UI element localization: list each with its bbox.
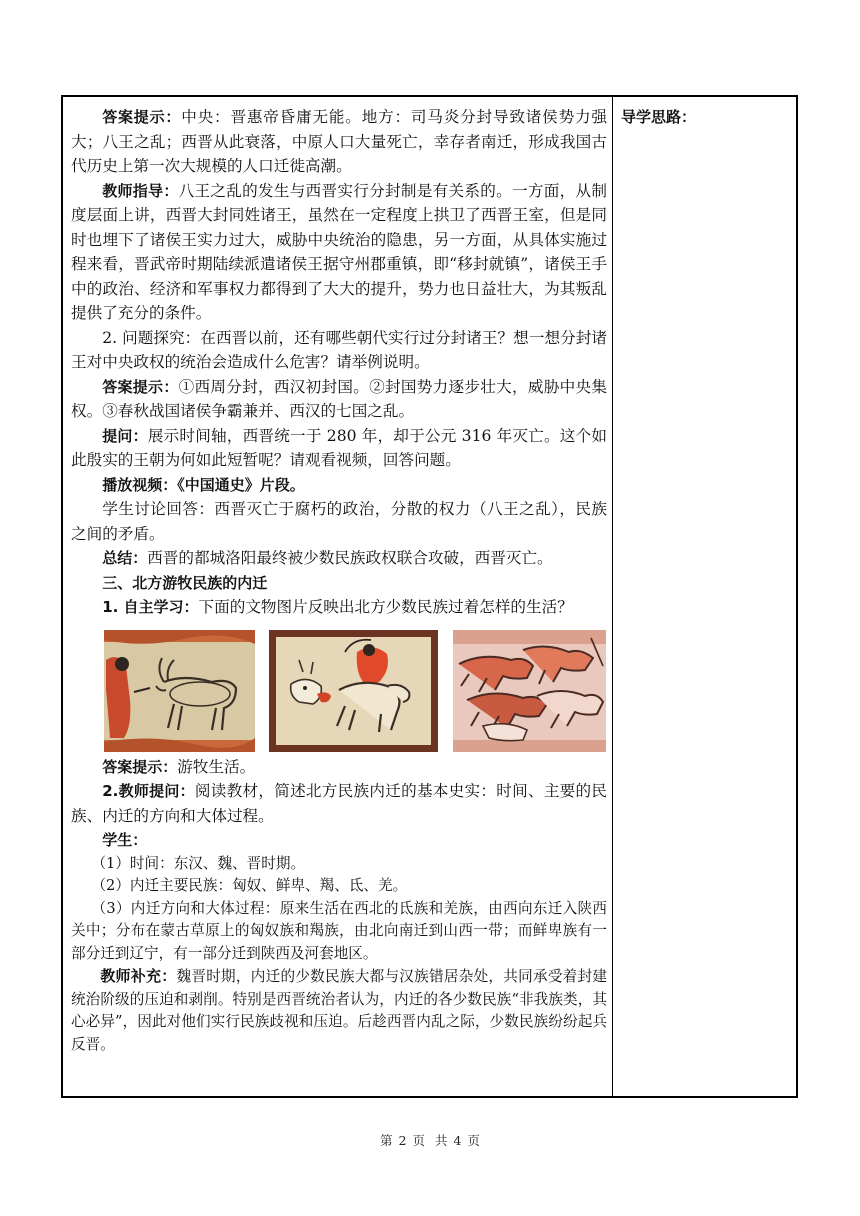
paragraph-answer-3: 答案提示：游牧生活。 xyxy=(102,757,256,776)
paragraph-answer-1: 答案提示：中央：晋惠帝昏庸无能。地方：司马炎分封导致诸侯势力强大；八王之乱；西晋从此衰落，中原人口大量死亡，幸存者南迁，形成我国古代历史上第一次大规模的人口迁徙高潮。 xyxy=(71,108,607,175)
mural-horseman-hunting xyxy=(269,630,438,752)
paragraph-teacher-question-2: 2.教师提问：阅读教材，简述北方民族内迁的基本史实：时间、主要的民族、内迁的方向和大体过程。 xyxy=(71,782,607,825)
student-point-3: （3）内迁方向和大体过程：原来生活在西北的氐族和羌族，由西向东迁入陕西关中；分布在蒙古草原上的匈奴族和羯族，由北向南迁到山西一带；而鲜卑族有一部分迁到辽宁，有一部分迁到陕西及河套地区。 xyxy=(71,899,607,962)
column-divider xyxy=(612,97,613,1096)
section-heading-3: 三、北方游牧民族的内迁 xyxy=(102,573,268,592)
paragraph-students-label: 学生： xyxy=(102,831,148,849)
paragraph-teacher-guidance: 教师指导：八王之乱的发生与西晋实行分封制是有关系的。一方面，从制度层面上讲，西晋大封同姓诸王，虽然在一定程度上拱卫了西晋王室，但是同时也埋下了诸侯王实力过大，威胁中央统治的隐患，另一方面，从具体实施过程来看，晋武帝时期陆续派遣诸侯王据守州郡重镇，即“移封就镇”，诸侯王手中的政治、经济和军事权力都得到了大大的提升，势力也日益壮大，为其叛乱提供了充分的条件。 xyxy=(71,181,607,322)
paragraph-student-discussion: 学生讨论回答：西晋灭亡于腐朽的政治，分散的权力（八王之乱），民族之间的矛盾。 xyxy=(71,500,607,543)
total-pages: 4 xyxy=(453,1133,462,1148)
student-point-2: （2）内迁主要民族：匈奴、鲜卑、羯、氐、羌。 xyxy=(91,877,408,894)
mural-images-row xyxy=(71,624,607,751)
student-point-1: （1）时间：东汉、魏、晋时期。 xyxy=(91,854,306,872)
paragraph-question-2: 2. 问题探究：在西晋以前，还有哪些朝代实行过分封诸王？想一想分封诸王对中央政权的统治会造成什么危害？请举例说明。 xyxy=(71,328,607,371)
lesson-table xyxy=(61,95,798,1098)
paragraph-answer-2: 答案提示：①西周分封，西汉初封国。②封国势力逐步壮大，威胁中央集权。③春秋战国诸侯争霸兼并、西汉的七国之乱。 xyxy=(71,377,607,420)
mural-herder-with-goat xyxy=(104,630,255,752)
page-footer: 第 2 页 共 4 页 xyxy=(380,1133,480,1148)
paragraph-summary: 总结：西晋的都城洛阳最终被少数民族政权联合攻破，西晋灭亡。 xyxy=(102,549,553,567)
guidance-column xyxy=(621,105,791,129)
paragraph-video: 播放视频：《中国通史》片段。 xyxy=(102,475,305,494)
mural-running-horses xyxy=(453,630,606,752)
paragraph-self-study: 1. 自主学习：下面的文物图片反映出北方少数民族过着怎样的生活？ xyxy=(102,598,573,616)
paragraph-question-timeline: 提问：展示时间轴，西晋统一于 280 年，却于公元 316 年灭亡。这个如此殷实的王朝为何如此短暂呢？请观看视频，回答问题。 xyxy=(71,426,607,469)
guidance-title: 导学思路： xyxy=(621,108,697,126)
page-number: 2 xyxy=(398,1133,407,1148)
content-column xyxy=(71,105,607,1056)
paragraph-teacher-supplement: 教师补充：魏晋时期，内迁的少数民族大都与汉族错居杂处，共同承受着封建统治阶级的压迫和剥削。特别是西晋统治者认为，内迁的各少数民族“非我族类，其心必异”，因此对他们实行民族歧视和压迫。后趁西晋内乱之际，少数民族纷纷起兵反晋。 xyxy=(71,967,607,1053)
